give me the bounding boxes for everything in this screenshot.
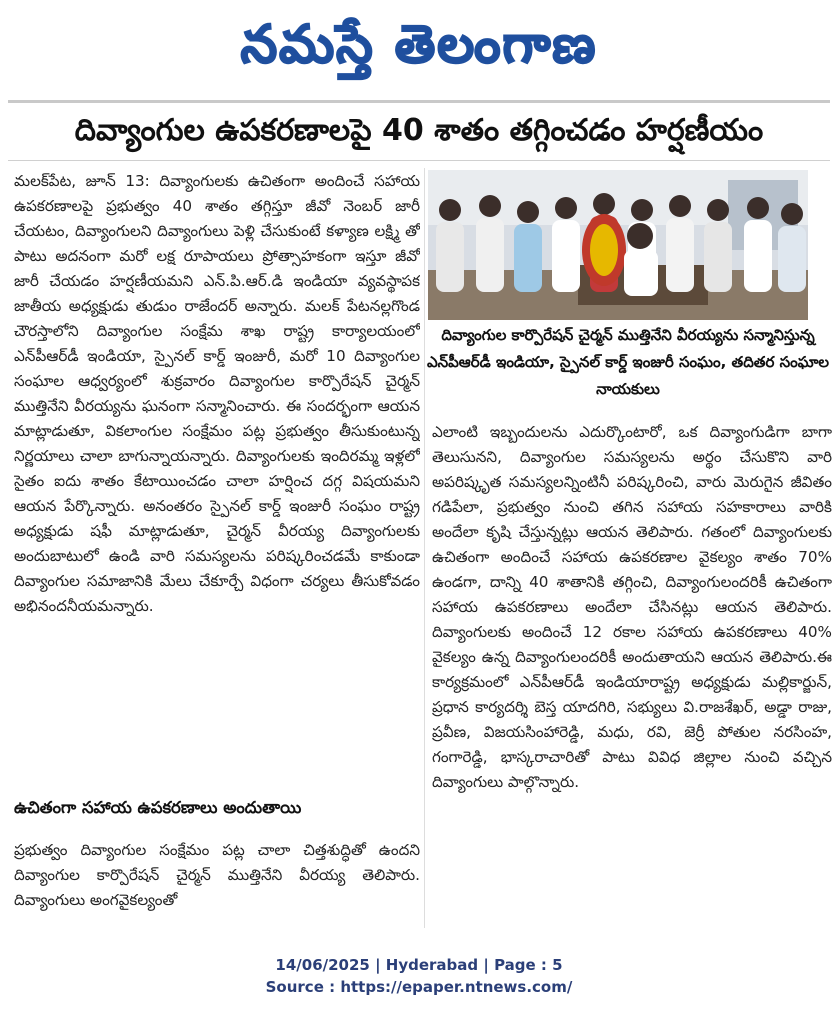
article-headline: దివ్యాంగుల ఉపకరణాలపై 40 శాతం తగ్గించడం హర్షణీయం xyxy=(74,113,764,148)
footer-source-link[interactable]: Source : https://epaper.ntnews.com/ xyxy=(265,978,573,996)
column-divider xyxy=(424,168,425,928)
article-body-right: ఎలాంటి ఇబ్బందులను ఎదుర్కొంటారో, ఒక దివ్యాంగుడిగా బాగా తెలుసునని, దివ్యాంగుల సమస్యలను అర్థం చేసుకొని వారి అపరిష్కృత సమస్యలన్నింటినీ పరిష్కరించి, వారు మెరుగైన జీవితం గడిపేలా, ప్రభుత్వం నుంచి తగిన సహాయ సహకారాలు వారికి అందేలా కృషి చేస్తున్నట్లు ఆయన తెలిపారు. గతంలో దివ్యాంగులకు ఉచితంగా అందించే సహాయ ఉపకరణాల వైకల్యం శాతం 70% ఉండగా, దాన్ని 40 శాతానికి తగ్గించి, దివ్యాంగులందరికీ ఉచితంగా సహాయ ఉపకరణాలు అందేలా చేసినట్లు ఆయన తెలిపారు. దివ్యాంగులకు అందించే 12 రకాల సహాయ ఉపకరణాలు 40% వైకల్యం ఉన్న దివ్యాంగులందరికీ అందుతాయని ఆయన తెలిపారు.ఈ కార్యక్రమంలో ఎన్‌పీఆర్‌డీ ఇండియారాష్ట్ర అధ్యక్షుడు మల్లికార్జున్, ప్రధాన కార్యదర్శి బెస్త యాదగిరి, సభ్యులు వి.రాజశేఖర్, అడ్డా రాజు, ప్రవీణ, విజయసింహారెడ్డి, మధు, రవి, జెర్రీ పోతుల నరసింహ, గంగారెడ్డి, భాస్కరాచారితో పాటు వివిధ జిల్లాల నుంచి వచ్చిన దివ్యాంగులు పాల్గొన్నారు. xyxy=(432,423,832,791)
article-photo xyxy=(428,170,808,320)
newspaper-logo: నమస్తే తెలంగాణ xyxy=(240,15,598,75)
article-body-left-continued: ప్రభుత్వం దివ్యాంగుల సంక్షేమం పట్ల చాలా చిత్తశుద్ధితో ఉందని దివ్యాంగుల కార్పొరేషన్ చైర్మన్ ముత్తినేని వీరయ్య తెలిపారు. దివ్యాంగులు అంగవైకల్యంతో xyxy=(14,841,420,909)
footer-publication-info: 14/06/2025 | Hyderabad | Page : 5 xyxy=(275,956,563,974)
headline-divider xyxy=(8,160,830,161)
group-photo-image xyxy=(428,170,808,320)
article-body-left: మలక్‌పేట, జూన్ 13: దివ్యాంగులకు ఉచితంగా అందించే సహాయ ఉపకరణాలపై ప్రభుత్వం 40 శాతం తగ్గిస్తూ జీవో నెంబర్ జారీ చేయటం, దివ్యాంగులని దివ్యాంగులు పెళ్లి చేసుకుంటే కళ్యాణ లక్ష్మి తో పాటు అదనంగా మరో లక్ష రూపాయలు ప్రోత్సాహకంగా ఇస్తూ జీవో జారీ చేయడం హర్షణీయమని ఎన్.పి.ఆర్.డి ఇండియా వ్యవస్థాపక జాతీయ అధ్యక్షుడు తుడుం రాజేందర్ అన్నారు. మలక్ పేటనల్లగొండ చౌరస్తాలోని దివ్యాంగుల సంక్షేమ శాఖ రాష్ట్ర కార్యాలయంలో ఎన్‌పీఆర్‌డీ ఇండియా, స్పైనల్ కార్డ్ ఇంజురీ, మరో 10 దివ్యాంగుల సంఘాల ఆధ్వర్యంలో శుక్రవారం దివ్యాంగుల కార్పొరేషన్ చైర్మన్ ముత్తినేని వీరయ్యను ఘనంగా సన్మానించారు. ఈ సందర్భంగా ఆయన మాట్లాడుతూ, వికలాంగుల సంక్షేమం పట్ల ప్రభుత్వం తీసుకుంటున్న నిర్ణయాలు చాలా బాగున్నాయన్నారు. దివ్యాంగులకు ఇందిరమ్మ ఇళ్లలో సైతం ఐదు శాతం కేటాయించడం చాలా హర్షించ దగ్గ విషయమని ఆయన పేర్కొన్నారు. అనంతరం స్పైనల్ కార్డ్ ఇంజురీ సంఘం రాష్ట్ర అధ్యక్షుడు షఫీ మాట్లాడుతూ, చైర్మన్ వీరయ్య దివ్యాంగులకు అందుబాటులో ఉండి వారి సమస్యలను పరిష్కరించడమే కాకుండా దివ్యాంగుల సమాజానికి మేలు చేకూర్చే విధంగా చర్యలు తీసుకోవడం అభినందనీయమన్నారు. xyxy=(14,172,420,615)
article-subheading: ఉచితంగా సహాయ ఉపకరణాలు అందుతాయి xyxy=(14,798,302,817)
top-divider xyxy=(8,100,830,103)
photo-caption: దివ్యాంగుల కార్పొరేషన్ చైర్మన్ ముత్తినేని వీరయ్యను సన్మానిస్తున్న ఎన్‌పీఆర్‌డీ ఇండియా, స్పైనల్ కార్డ్ ఇంజురీ సంఘం, తదితర సంఘాల నాయకులు xyxy=(426,326,830,398)
masthead xyxy=(0,6,838,84)
